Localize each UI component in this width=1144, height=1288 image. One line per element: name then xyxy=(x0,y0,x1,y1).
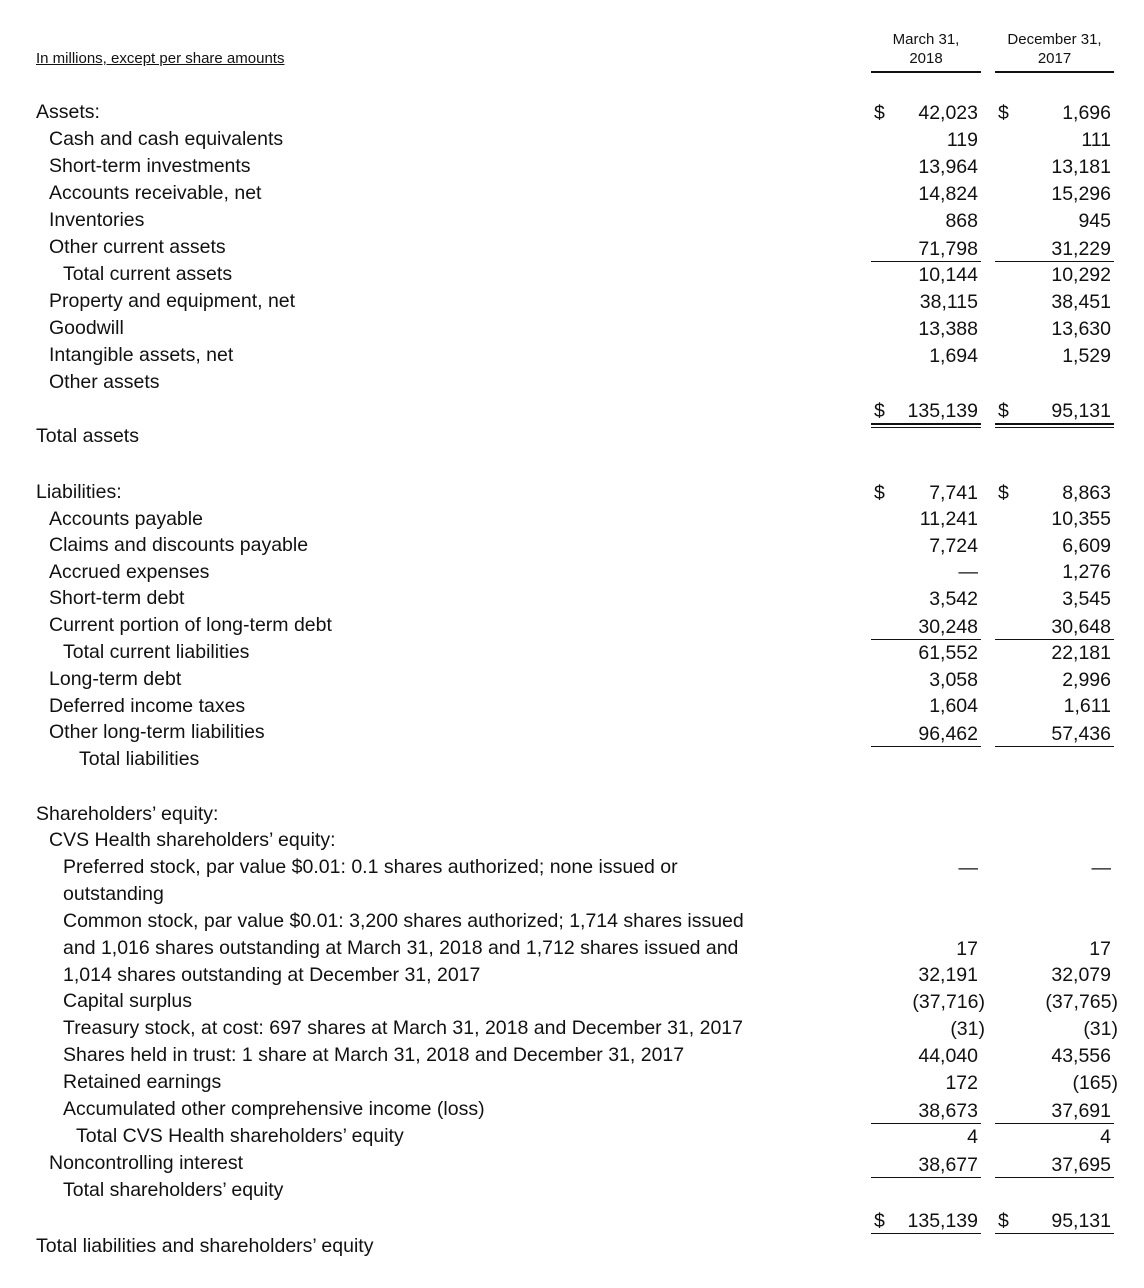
value: 14,824 xyxy=(918,182,978,205)
row-label: Intangible assets, net xyxy=(49,344,234,366)
currency-symbol: $ xyxy=(998,399,1009,422)
value: 61,552 xyxy=(918,641,978,664)
row-label: and 1,016 shares outstanding at March 31, 2018 and 1,712 shares issued and xyxy=(63,937,739,959)
row-label: Claims and discounts payable xyxy=(49,534,309,556)
row-label: Preferred stock, par value $0.01: 0.1 shares authorized; none issued or xyxy=(63,856,678,878)
value: (37,765) xyxy=(1045,990,1118,1013)
value: 4 xyxy=(1100,1125,1111,1148)
row-label: Accrued expenses xyxy=(49,561,210,583)
row-label: Other assets xyxy=(49,371,160,393)
value: 95,131 xyxy=(1051,399,1111,422)
value: 4 xyxy=(967,1125,978,1148)
row-label: Total current liabilities xyxy=(63,641,250,663)
value: 1,529 xyxy=(1062,344,1111,367)
row-label: Current portion of long-term debt xyxy=(49,614,332,636)
value: 96,462 xyxy=(918,722,978,745)
row-label: Other long-term liabilities xyxy=(49,721,265,743)
value: 95,131 xyxy=(1051,1209,1111,1232)
row-label: Retained earnings xyxy=(63,1071,222,1093)
value: 37,691 xyxy=(1051,1099,1111,1122)
value: 22,181 xyxy=(1051,641,1111,664)
units-note: In millions, except per share amounts xyxy=(36,50,285,67)
value: 10,144 xyxy=(918,263,978,286)
value: 1,696 xyxy=(1062,101,1111,124)
value: 1,604 xyxy=(929,694,978,717)
row-label: Shareholders’ equity: xyxy=(36,803,219,825)
value: 7,724 xyxy=(929,534,978,557)
row-label: Total liabilities xyxy=(79,748,200,770)
cell-march-2018 xyxy=(871,1153,981,1178)
value: 30,648 xyxy=(1051,615,1111,638)
value: — xyxy=(958,560,978,583)
value: 57,436 xyxy=(1051,722,1111,745)
value: — xyxy=(1091,856,1111,879)
value: 1,694 xyxy=(929,344,978,367)
row-label: outstanding xyxy=(63,883,164,905)
row-label: Noncontrolling interest xyxy=(49,1152,244,1174)
cell-march-2018 xyxy=(871,722,981,747)
value: 13,964 xyxy=(918,155,978,178)
value: 30,248 xyxy=(918,615,978,638)
cell-march-2018 xyxy=(871,399,981,428)
cell-december-2017 xyxy=(995,1209,1114,1234)
value: 945 xyxy=(1078,209,1111,232)
value: 17 xyxy=(956,937,978,960)
value: 71,798 xyxy=(918,237,978,260)
row-label: Cash and cash equivalents xyxy=(49,128,284,150)
value: 135,139 xyxy=(907,1209,978,1232)
row-label: CVS Health shareholders’ equity: xyxy=(49,829,336,851)
value: (31) xyxy=(950,1017,985,1040)
value: 11,241 xyxy=(919,507,978,530)
value: (165) xyxy=(1072,1071,1118,1094)
row-label: Common stock, par value $0.01: 3,200 shares authorized; 1,714 shares issued xyxy=(63,910,744,932)
value: 31,229 xyxy=(1051,237,1111,260)
cell-december-2017 xyxy=(995,399,1114,428)
value: 868 xyxy=(945,209,978,232)
row-label: Property and equipment, net xyxy=(49,290,296,312)
row-label: Inventories xyxy=(49,209,145,231)
currency-symbol: $ xyxy=(874,1209,885,1232)
value: 111 xyxy=(1081,128,1111,151)
row-label: 1,014 shares outstanding at December 31, 2017 xyxy=(63,964,481,986)
row-label: Total current assets xyxy=(63,263,233,285)
value: 1,611 xyxy=(1063,694,1111,717)
value: 1,276 xyxy=(1062,560,1111,583)
row-label: Short-term investments xyxy=(49,155,251,177)
value: 13,630 xyxy=(1051,317,1111,340)
row-label: Total liabilities and shareholders’ equity xyxy=(36,1235,374,1257)
value: 32,191 xyxy=(918,963,978,986)
row-label: Accounts payable xyxy=(49,508,203,530)
value: 10,355 xyxy=(1051,507,1111,530)
row-label: Accounts receivable, net xyxy=(49,182,262,204)
cell-december-2017 xyxy=(995,1153,1114,1178)
row-label: Short-term debt xyxy=(49,587,185,609)
value: 38,673 xyxy=(918,1099,978,1122)
cell-march-2018 xyxy=(871,1209,981,1234)
value: 7,741 xyxy=(929,481,978,504)
value: 43,556 xyxy=(1051,1044,1111,1067)
column-header-march-2018 xyxy=(871,30,981,73)
value: 17 xyxy=(1089,937,1111,960)
value: 119 xyxy=(946,128,978,151)
row-label: Treasury stock, at cost: 697 shares at March 31, 2018 and December 31, 2017 xyxy=(63,1017,743,1039)
row-label: Assets: xyxy=(36,101,100,123)
row-label: Total assets xyxy=(36,425,139,447)
value: 32,079 xyxy=(1051,963,1111,986)
value: (37,716) xyxy=(912,990,985,1013)
row-label: Capital surplus xyxy=(63,990,192,1012)
row-label: Goodwill xyxy=(49,317,124,339)
column-header-line: December 31, xyxy=(1007,31,1102,48)
value: 38,451 xyxy=(1051,290,1111,313)
value: 8,863 xyxy=(1062,481,1111,504)
row-label: Long-term debt xyxy=(49,668,182,690)
column-header-line: March 31, xyxy=(892,31,960,48)
column-header-december-2017 xyxy=(995,30,1114,73)
currency-symbol: $ xyxy=(874,101,885,124)
value: 15,296 xyxy=(1051,182,1111,205)
row-label: Total shareholders’ equity xyxy=(63,1179,284,1201)
cell-march-2018 xyxy=(871,1099,981,1124)
value: 3,058 xyxy=(929,668,978,691)
currency-symbol: $ xyxy=(998,1209,1009,1232)
row-label: Deferred income taxes xyxy=(49,695,246,717)
currency-symbol: $ xyxy=(998,101,1009,124)
row-label: Accumulated other comprehensive income (loss) xyxy=(63,1098,485,1120)
row-label: Liabilities: xyxy=(36,481,122,503)
currency-symbol: $ xyxy=(874,399,885,422)
row-label: Total CVS Health shareholders’ equity xyxy=(76,1125,404,1147)
value: 44,040 xyxy=(918,1044,978,1067)
value: 38,677 xyxy=(918,1153,978,1176)
value: 6,609 xyxy=(1062,534,1111,557)
column-header-line: 2018 xyxy=(909,50,943,67)
cell-december-2017 xyxy=(995,722,1114,747)
value: 3,542 xyxy=(929,587,978,610)
value: 42,023 xyxy=(918,101,978,124)
value: 13,388 xyxy=(918,317,978,340)
value: 135,139 xyxy=(907,399,978,422)
column-header-line: 2017 xyxy=(1037,50,1072,67)
cell-december-2017 xyxy=(995,1099,1114,1124)
row-label: Shares held in trust: 1 share at March 31, 2018 and December 31, 2017 xyxy=(63,1044,685,1066)
value: 13,181 xyxy=(1051,155,1111,178)
value: 3,545 xyxy=(1062,587,1111,610)
value: 172 xyxy=(945,1071,978,1094)
value: 37,695 xyxy=(1051,1153,1111,1176)
currency-symbol: $ xyxy=(998,481,1009,504)
value: (31) xyxy=(1083,1017,1118,1040)
value: 38,115 xyxy=(919,290,978,313)
value: 2,996 xyxy=(1062,668,1111,691)
currency-symbol: $ xyxy=(874,481,885,504)
value: — xyxy=(958,856,978,879)
row-label: Other current assets xyxy=(49,236,226,258)
value: 10,292 xyxy=(1051,263,1111,286)
